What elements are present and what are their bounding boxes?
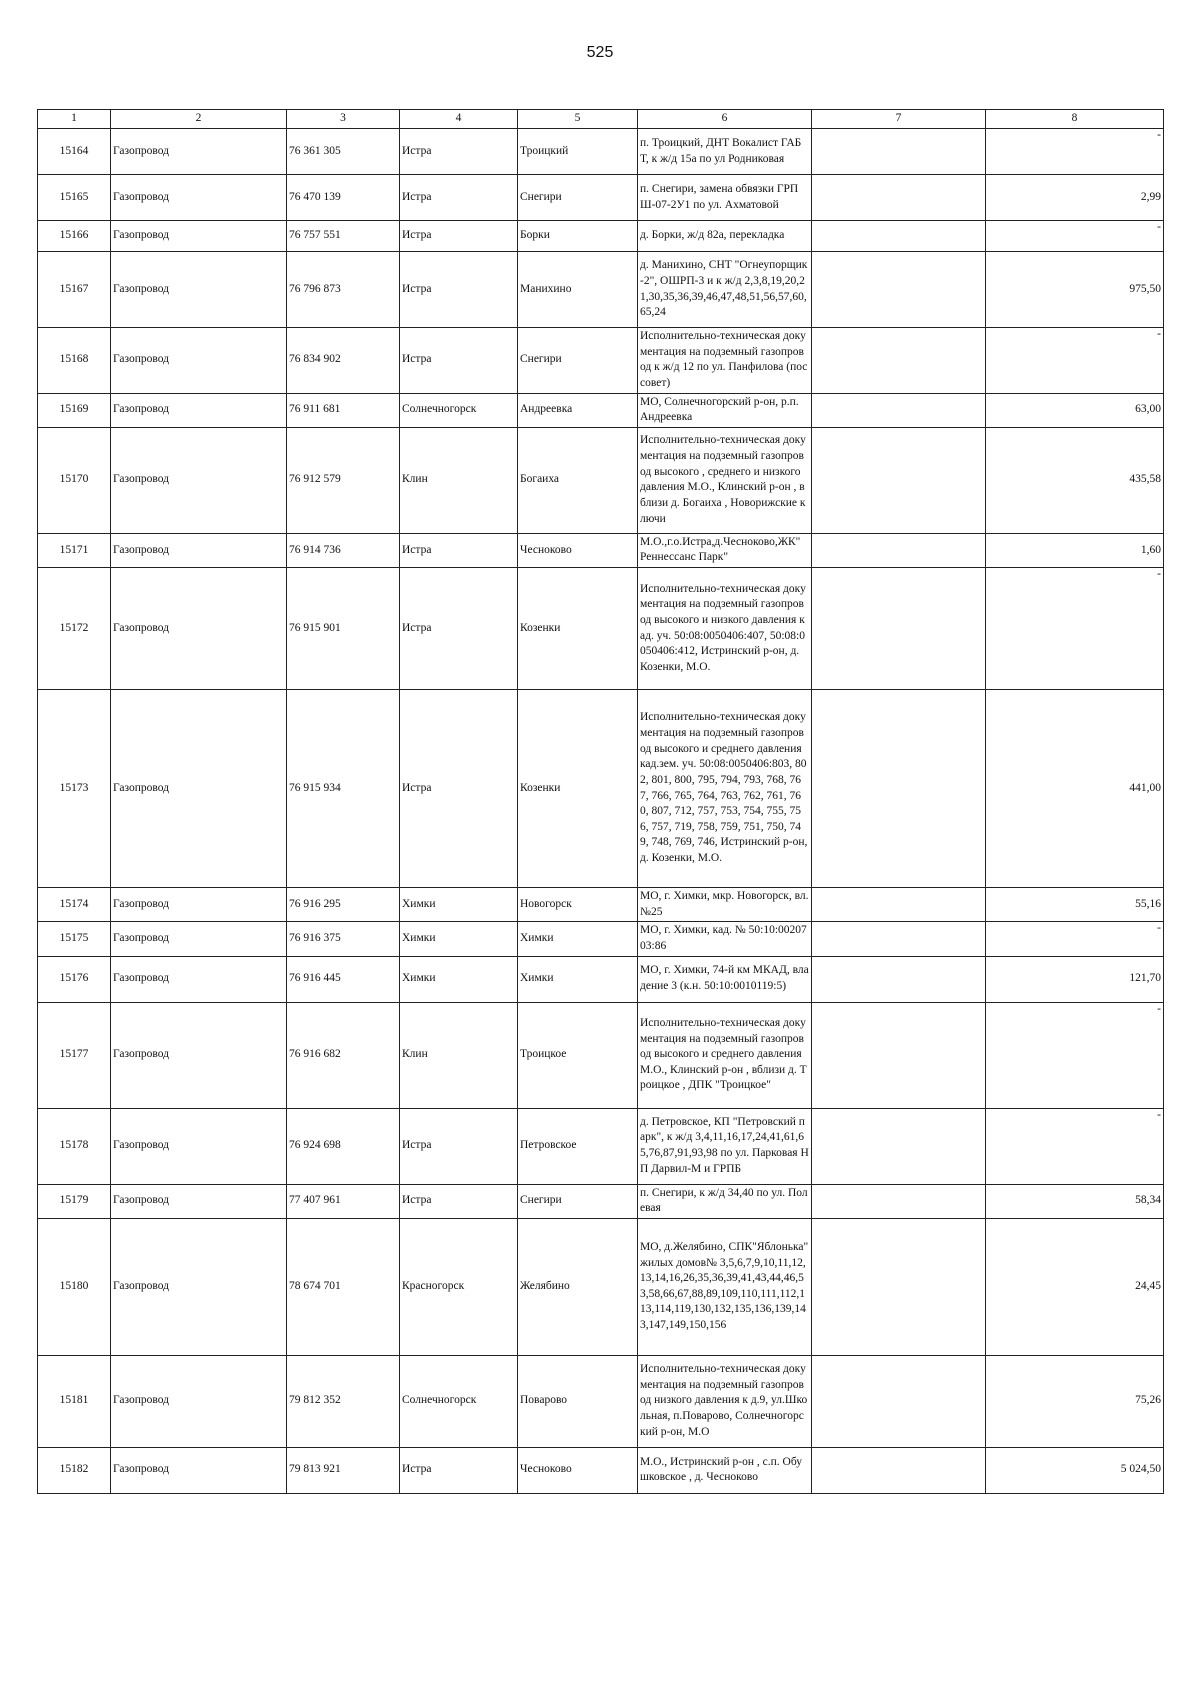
cell-column-7-value [812,427,986,533]
cell-locality: Химки [518,922,638,956]
empty-value-dash: - [1157,221,1161,233]
cell-column-7-value [812,568,986,690]
cell-column-7-value [812,328,986,394]
cell-district: Красногорск [400,1218,518,1355]
column-header-6: 6 [638,110,812,129]
cell-column-7-value [812,1108,986,1184]
table-row [38,129,1164,175]
cell-length-value [986,1447,1164,1493]
table-row [38,427,1164,533]
cell-column-7-value [812,1447,986,1493]
cell-row-number: 15178 [38,1108,111,1184]
cell-length-value [986,1184,1164,1218]
cell-district: Химки [400,956,518,1002]
cell-locality: Богаиха [518,427,638,533]
cell-object-code: 79 813 921 [287,1447,400,1493]
length-value-text: 24,45 [1135,1279,1161,1292]
cell-locality: Снегири [518,175,638,221]
cell-object-code: 76 916 682 [287,1002,400,1108]
length-value-text: 63,00 [1135,403,1161,416]
cell-length-value [986,956,1164,1002]
table-row [38,1002,1164,1108]
cell-district: Истра [400,1447,518,1493]
length-value-text: 5 024,50 [1120,1463,1161,1476]
page-number: 525 [586,44,614,61]
table-row [38,393,1164,427]
cell-object-code: 76 924 698 [287,1108,400,1184]
cell-row-number: 15172 [38,568,111,690]
empty-value-dash: - [1157,922,1161,935]
cell-district: Истра [400,221,518,252]
cell-district: Истра [400,568,518,690]
length-value-text: 2,99 [1140,190,1161,203]
length-value-text: 55,16 [1135,897,1161,910]
cell-district: Истра [400,1184,518,1218]
length-value-text: 75,26 [1135,1394,1161,1407]
cell-object-code: 76 914 736 [287,533,400,567]
cell-locality: Манихино [518,252,638,328]
cell-length-value [986,533,1164,567]
column-header-5: 5 [518,110,638,129]
cell-row-number: 15169 [38,393,111,427]
cell-locality: Чесноково [518,533,638,567]
cell-address-description: М.О.,г.о.Истра,д.Чесноково,ЖК" Реннессанс Парк" [638,533,812,567]
cell-row-number: 15173 [38,690,111,888]
cell-column-7-value [812,690,986,888]
cell-object-code: 77 407 961 [287,1184,400,1218]
table-row [38,1218,1164,1355]
column-header-1: 1 [38,110,111,129]
cell-row-number: 15179 [38,1184,111,1218]
table-row [38,1447,1164,1493]
cell-object-code: 76 915 901 [287,568,400,690]
cell-address-description: Исполнительно-техническая документация на подземный газопровод высокого , среднего и низкого давления М.О., Клинский р-он , вблизи д. Богаиха , Новорижские ключи [638,427,812,533]
length-value-text: 1,60 [1140,543,1161,556]
cell-row-number: 15174 [38,888,111,922]
cell-object-type: Газопровод [111,1108,287,1184]
cell-row-number: 15171 [38,533,111,567]
cell-length-value [986,888,1164,922]
cell-locality: Чесноково [518,1447,638,1493]
cell-row-number: 15165 [38,175,111,221]
cell-address-description: Исполнительно-техническая документация на подземный газопровод высокого и среднего давления кад.зем. уч. 50:08:0050406:803, 802, 801, 800, 795, 794, 793, 768, 767, 766, 765, 764, 763, 762, 761, 760, 807, 712, 757, 753, 754, 755, 756, 757, 719, 758, 759, 751, 750, 749, 748, 769, 746, Истринский р-он, д. Козенки, М.О. [638,690,812,888]
empty-value-dash: - [1157,328,1161,340]
cell-column-7-value [812,1355,986,1447]
cell-row-number: 15176 [38,956,111,1002]
cell-address-description: Исполнительно-техническая документация на подземный газопровод к ж/д 12 по ул. Панфилова (поссовет) [638,328,812,394]
cell-address-description: Исполнительно-техническая документация на подземный газопровод низкого давления к д.9, ул.Школьная, п.Поварово, Солнечногорский р-он, М.О [638,1355,812,1447]
table-row [38,690,1164,888]
cell-row-number: 15175 [38,922,111,956]
cell-length-value [986,221,1164,252]
table-row [38,1184,1164,1218]
cell-object-type: Газопровод [111,533,287,567]
empty-value-dash: - [1157,1108,1161,1121]
cell-object-type: Газопровод [111,252,287,328]
cell-object-type: Газопровод [111,175,287,221]
cell-address-description: МО, д.Желябино, СПК"Яблонька" жилых домов№ 3,5,6,7,9,10,11,12,13,14,16,26,35,36,39,41,43,44,46,53,58,66,67,88,89,109,110,111,112,113,114,119,130,132,135,136,139,143,147,149,150,156 [638,1218,812,1355]
cell-column-7-value [812,1002,986,1108]
cell-row-number: 15164 [38,129,111,175]
cell-row-number: 15166 [38,221,111,252]
cell-length-value [986,393,1164,427]
cell-locality: Химки [518,956,638,1002]
cell-address-description: Исполнительно-техническая документация на подземный газопровод высокого и низкого давления кад. уч. 50:08:0050406:407, 50:08:0050406:412, Истринский р-он, д. Козенки, М.О. [638,568,812,690]
cell-column-7-value [812,1218,986,1355]
cell-district: Солнечногорск [400,1355,518,1447]
cell-length-value [986,175,1164,221]
cell-locality: Козенки [518,690,638,888]
registry-body [38,129,1164,1494]
empty-value-dash: - [1157,129,1161,141]
cell-locality: Желябино [518,1218,638,1355]
empty-value-dash: - [1157,1002,1161,1015]
cell-address-description: п. Снегири, к ж/д 34,40 по ул. Полевая [638,1184,812,1218]
table-row [38,922,1164,956]
length-value-text: 435,58 [1129,473,1161,486]
cell-district: Химки [400,888,518,922]
cell-locality: Новогорск [518,888,638,922]
cell-object-type: Газопровод [111,690,287,888]
cell-object-type: Газопровод [111,568,287,690]
cell-length-value [986,690,1164,888]
table-row [38,956,1164,1002]
cell-object-type: Газопровод [111,221,287,252]
cell-row-number: 15180 [38,1218,111,1355]
length-value-text: 58,34 [1135,1194,1161,1207]
column-header-7: 7 [812,110,986,129]
cell-row-number: 15181 [38,1355,111,1447]
cell-address-description: МО, г. Химки, кад. № 50:10:0020703:86 [638,922,812,956]
length-value-text: 121,70 [1129,972,1161,985]
cell-row-number: 15170 [38,427,111,533]
cell-address-description: д. Манихино, СНТ "Огнеупорщик-2", ОШРП-3 и к ж/д 2,3,8,19,20,21,30,35,36,39,46,47,48,51,56,57,60,65,24 [638,252,812,328]
cell-object-code: 76 757 551 [287,221,400,252]
cell-column-7-value [812,129,986,175]
cell-district: Истра [400,1108,518,1184]
cell-length-value [986,252,1164,328]
cell-locality: Снегири [518,328,638,394]
cell-address-description: п. Снегири, замена обвязки ГРПШ-07-2У1 по ул. Ахматовой [638,175,812,221]
cell-object-code: 78 674 701 [287,1218,400,1355]
cell-object-type: Газопровод [111,888,287,922]
cell-object-type: Газопровод [111,393,287,427]
cell-object-code: 76 916 295 [287,888,400,922]
cell-row-number: 15167 [38,252,111,328]
cell-locality: Поварово [518,1355,638,1447]
cell-object-type: Газопровод [111,1184,287,1218]
cell-column-7-value [812,1184,986,1218]
cell-length-value [986,568,1164,690]
cell-object-code: 76 912 579 [287,427,400,533]
cell-length-value [986,129,1164,175]
cell-address-description: МО, Солнечногорский р-он, р.п. Андреевка [638,393,812,427]
cell-locality: Снегири [518,1184,638,1218]
cell-object-code: 76 361 305 [287,129,400,175]
cell-object-type: Газопровод [111,427,287,533]
cell-object-type: Газопровод [111,1218,287,1355]
cell-district: Истра [400,175,518,221]
cell-object-code: 76 834 902 [287,328,400,394]
cell-length-value [986,328,1164,394]
cell-address-description: Исполнительно-техническая документация на подземный газопровод высокого и среднего давления М.О., Клинский р-он , вблизи д. Троицкое , ДПК "Троицкое" [638,1002,812,1108]
table-row [38,568,1164,690]
cell-district: Солнечногорск [400,393,518,427]
column-header-8: 8 [986,110,1164,129]
cell-object-type: Газопровод [111,1447,287,1493]
cell-object-code: 79 812 352 [287,1355,400,1447]
length-value-text: 441,00 [1129,781,1161,794]
cell-length-value [986,427,1164,533]
cell-district: Истра [400,328,518,394]
cell-locality: Петровское [518,1108,638,1184]
cell-address-description: п. Троицкий, ДНТ Вокалист ГАБТ, к ж/д 15а по ул Родниковая [638,129,812,175]
cell-column-7-value [812,252,986,328]
cell-object-type: Газопровод [111,328,287,394]
cell-district: Истра [400,252,518,328]
registry-table [37,109,1164,1494]
column-header-3: 3 [287,110,400,129]
cell-length-value [986,1002,1164,1108]
cell-district: Клин [400,1002,518,1108]
column-header-2: 2 [111,110,287,129]
cell-column-7-value [812,175,986,221]
cell-object-type: Газопровод [111,129,287,175]
cell-object-code: 76 916 445 [287,956,400,1002]
cell-object-code: 76 911 681 [287,393,400,427]
cell-length-value [986,1355,1164,1447]
cell-row-number: 15168 [38,328,111,394]
cell-object-type: Газопровод [111,922,287,956]
cell-district: Истра [400,533,518,567]
cell-address-description: д. Петровское, КП "Петровский парк", к ж/д 3,4,11,16,17,24,41,61,65,76,87,91,93,98 по ул. Парковая НП Дарвил-М и ГРПБ [638,1108,812,1184]
cell-object-code: 76 470 139 [287,175,400,221]
cell-object-code: 76 916 375 [287,922,400,956]
cell-address-description: МО, г. Химки, 74-й км МКАД, владение 3 (к.н. 50:10:0010119:5) [638,956,812,1002]
cell-row-number: 15177 [38,1002,111,1108]
cell-column-7-value [812,221,986,252]
cell-address-description: М.О., Истринский р-он , с.п. Обушковское , д. Чесноково [638,1447,812,1493]
cell-column-7-value [812,533,986,567]
cell-district: Клин [400,427,518,533]
table-row [38,328,1164,394]
cell-address-description: д. Борки, ж/д 82а, перекладка [638,221,812,252]
cell-length-value [986,1218,1164,1355]
cell-column-7-value [812,956,986,1002]
cell-column-7-value [812,393,986,427]
cell-district: Истра [400,690,518,888]
cell-column-7-value [812,888,986,922]
cell-district: Химки [400,922,518,956]
table-row [38,1108,1164,1184]
cell-address-description: МО, г. Химки, мкр. Новогорск, вл. №25 [638,888,812,922]
table-row [38,221,1164,252]
length-value-text: 975,50 [1129,282,1161,295]
cell-column-7-value [812,922,986,956]
column-header-4: 4 [400,110,518,129]
cell-locality: Троицкое [518,1002,638,1108]
table-row [38,252,1164,328]
cell-object-code: 76 796 873 [287,252,400,328]
table-row [38,175,1164,221]
cell-locality: Борки [518,221,638,252]
cell-length-value [986,922,1164,956]
cell-row-number: 15182 [38,1447,111,1493]
header-row [38,110,1164,129]
cell-locality: Козенки [518,568,638,690]
cell-locality: Андреевка [518,393,638,427]
cell-object-type: Газопровод [111,956,287,1002]
cell-object-type: Газопровод [111,1002,287,1108]
table-row [38,1355,1164,1447]
cell-locality: Троицкий [518,129,638,175]
empty-value-dash: - [1157,568,1161,580]
table-row [38,888,1164,922]
cell-district: Истра [400,129,518,175]
cell-object-type: Газопровод [111,1355,287,1447]
cell-object-code: 76 915 934 [287,690,400,888]
table-row [38,533,1164,567]
cell-length-value [986,1108,1164,1184]
